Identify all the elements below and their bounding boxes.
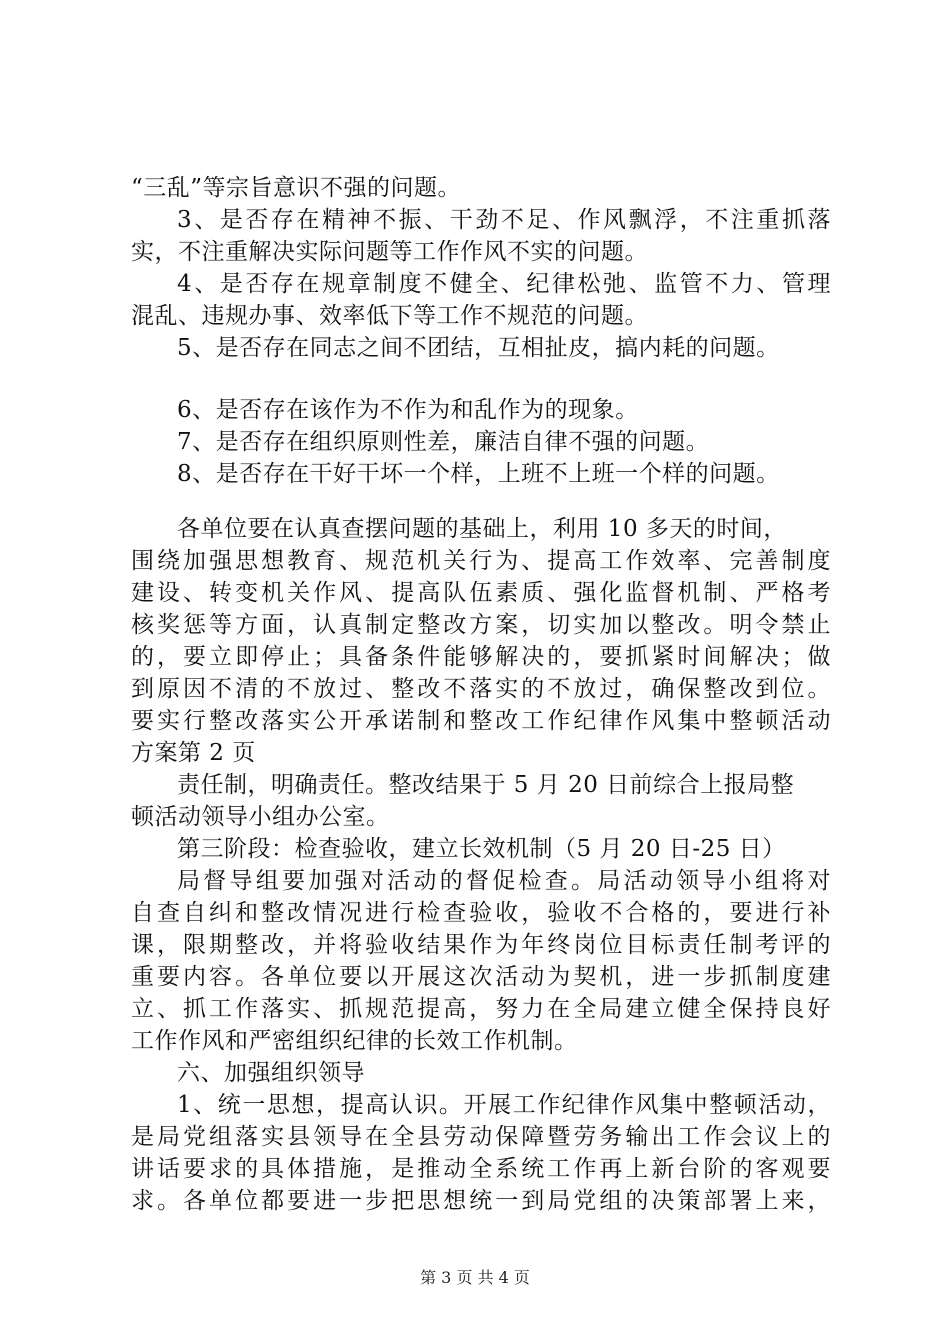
- text-line: 立、抓工作落实、抓规范提高，努力在全局建立健全保持良好: [131, 996, 831, 1022]
- text-line: 7、是否存在组织原则性差，廉洁自律不强的问题。: [177, 429, 710, 455]
- text-line: 自查自纠和整改情况进行检查验收，验收不合格的，要进行补: [131, 900, 831, 926]
- text-line: 课，限期整改，并将验收结果作为年终岗位目标责任制考评的: [131, 932, 831, 958]
- text-line: 建设、转变机关作风、提高队伍素质、强化监督机制、严格考: [131, 580, 831, 606]
- text-line: “三乱”等宗旨意识不强的问题。: [131, 175, 462, 201]
- text-line: 的，要立即停止；具备条件能够解决的，要抓紧时间解决；做: [131, 644, 831, 670]
- text-line: 8、是否存在干好干坏一个样，上班不上班一个样的问题。: [177, 461, 780, 487]
- text-line: 局督导组要加强对活动的督促检查。局活动领导小组将对: [177, 868, 831, 894]
- text-line: 混乱、违规办事、效率低下等工作不规范的问题。: [131, 303, 648, 329]
- text-line: 讲话要求的具体措施，是推动全系统工作再上新台阶的客观要: [131, 1156, 831, 1182]
- text-line: 方案第 2 页: [131, 740, 256, 766]
- text-line: 5、是否存在同志之间不团结，互相扯皮，搞内耗的问题。: [177, 335, 780, 361]
- text-line: 核奖惩等方面，认真制定整改方案，切实加以整改。明令禁止: [131, 612, 831, 638]
- text-line: 重要内容。各单位要以开展这次活动为契机，进一步抓制度建: [131, 964, 831, 990]
- page-footer: 第 3 页 共 4 页: [420, 1268, 530, 1287]
- section-heading: 第三阶段：检查验收，建立长效机制（5 月 20 日-25 日）: [177, 836, 786, 862]
- text-line: 责任制，明确责任。整改结果于 5 月 20 日前综合上报局整: [177, 772, 795, 798]
- text-line: 顿活动领导小组办公室。: [131, 804, 390, 830]
- text-line: 各单位要在认真查摆问题的基础上，利用 10 多天的时间，: [177, 516, 787, 542]
- text-line: 求。各单位都要进一步把思想统一到局党组的决策部署上来，: [131, 1188, 831, 1214]
- text-line: 到原因不清的不放过、整改不落实的不放过，确保整改到位。: [131, 676, 831, 702]
- text-line: 4、是否存在规章制度不健全、纪律松弛、监管不力、管理: [177, 271, 831, 297]
- text-line: 围绕加强思想教育、规范机关行为、提高工作效率、完善制度: [131, 548, 831, 574]
- text-line: 要实行整改落实公开承诺制和整改工作纪律作风集中整顿活动: [131, 708, 831, 734]
- text-line: 是局党组落实县领导在全县劳动保障暨劳务输出工作会议上的: [131, 1124, 831, 1150]
- text-line: 1、统一思想，提高认识。开展工作纪律作风集中整顿活动，: [177, 1092, 831, 1118]
- section-heading: 六、加强组织领导: [177, 1060, 365, 1086]
- text-line: 实，不注重解决实际问题等工作作风不实的问题。: [131, 239, 648, 265]
- text-line: 3、是否存在精神不振、干劲不足、作风飘浮，不注重抓落: [177, 207, 831, 233]
- text-line: 工作作风和严密组织纪律的长效工作机制。: [131, 1028, 578, 1054]
- text-line: 6、是否存在该作为不作为和乱作为的现象。: [177, 397, 639, 423]
